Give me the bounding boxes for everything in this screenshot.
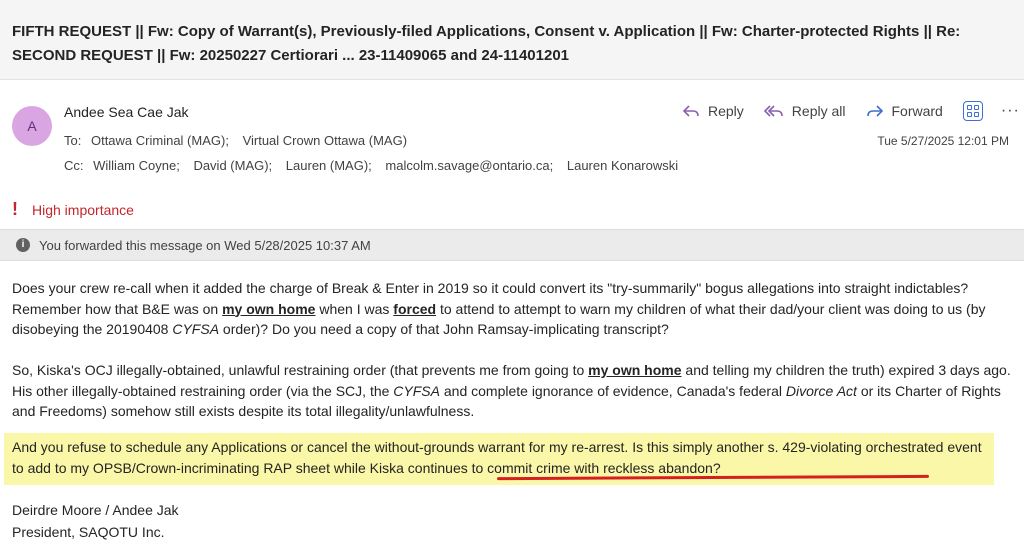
more-options-icon[interactable]: ··· [1000, 102, 1020, 119]
importance-flag [12, 199, 134, 220]
avatar[interactable]: A [12, 106, 52, 146]
cc-recipient[interactable]: malcolm.savage@ontario.ca; [385, 158, 554, 173]
body-emphasis: my own home [588, 362, 682, 378]
importance-label: High importance [32, 201, 134, 218]
body-emphasis: forced [393, 300, 437, 317]
body-text: So, Kiska's OCJ illegally-obtained, unlawful restraining order (that prevents me from going to [12, 362, 589, 378]
body-italic: CYFSA [393, 382, 440, 399]
to-line [64, 133, 417, 148]
cc-recipient[interactable]: Lauren (MAG); [285, 158, 372, 173]
reply-all-label: Reply all [791, 103, 846, 119]
body-text: order)? Do you need a copy of that John Ramsay-implicating transcript? [219, 321, 669, 337]
forwarded-notice: You forwarded this message on Wed 5/28/2025 10:37 AM [39, 237, 371, 253]
cc-recipient[interactable]: David (MAG); [193, 158, 273, 173]
cc-recipient[interactable]: Lauren Konarowski [566, 158, 679, 173]
cc-line [64, 158, 688, 173]
forward-label: Forward [891, 103, 943, 119]
body-text: and telling my children the truth) expired 3 days ago. His other illegally-obtained restraining order (via the SCJ, the [12, 362, 1011, 399]
subject-bar [0, 0, 1024, 80]
subject-line-2: SECOND REQUEST || Fw: 20250227 Certiorari ... 23-11409065 and 24-11401201 [12, 47, 570, 64]
reply-label: Reply [708, 103, 744, 119]
cc-recipient[interactable]: William Coyne; [93, 158, 180, 173]
reply-button[interactable] [682, 103, 744, 119]
subject-line-1: FIFTH REQUEST || Fw: Copy of Warrant(s), Previously-filed Applications, Consent v. Application || Fw: Charter-protected Rights || Re: [12, 23, 961, 40]
body-text: and complete ignorance of evidence, Canada's federal [439, 382, 786, 399]
body-text: to attend to attempt to warn my children of what their dad/your client was doing to us (by disobeying the 20190408 [12, 300, 986, 337]
signature [12, 499, 179, 543]
to-label: To: [64, 133, 82, 148]
message-body-p2 [12, 360, 1012, 422]
body-text: Does your crew re-call when it added the charge of Break & Enter in 2019 so it could convert its "try-summarily" bogus allegations into straight indictables? Remember how that B&E was on [12, 280, 969, 317]
info-icon: i [16, 238, 30, 252]
body-italic: CYFSA [172, 321, 220, 337]
forwarded-notice-bar [0, 229, 1024, 261]
reply-all-button[interactable] [764, 103, 846, 119]
body-text: when I was [315, 300, 394, 317]
reply-icon [682, 104, 700, 118]
message-date: Tue 5/27/2025 12:01 PM [877, 134, 1009, 148]
sender-name[interactable]: Andee Sea Cae Jak [64, 104, 189, 120]
cc-label: Cc: [64, 158, 84, 173]
body-italic: Divorce Act [785, 382, 857, 399]
signature-line-1: Deirdre Moore / Andee Jak [12, 502, 179, 518]
body-emphasis: my own home [222, 300, 316, 317]
apps-grid-icon[interactable] [963, 101, 983, 121]
exclamation-icon: ! [12, 199, 18, 219]
message-body-p3: And you refuse to schedule any Applications or cancel the without-grounds warrant for my re-arrest. Is this simply another s. 429-violating orchestrated event to add to my OPSB/Crown-incriminating RAP sheet while Kiska continues to commit crime with reckless abandon? [12, 439, 982, 476]
message-body-p1 [12, 278, 1012, 340]
to-recipient[interactable]: Ottawa Criminal (MAG); [90, 133, 229, 148]
forward-button[interactable] [866, 103, 943, 119]
reply-all-icon [764, 104, 784, 118]
signature-line-2: President, SAQOTU Inc. [12, 524, 165, 540]
body-text: or its Charter of Rights and Freedoms) somehow still exists despite its total illegality/unlawfulness. [12, 382, 1001, 419]
to-recipient[interactable]: Virtual Crown Ottawa (MAG) [242, 133, 408, 148]
message-actions [682, 101, 1020, 121]
forward-icon [866, 104, 884, 118]
